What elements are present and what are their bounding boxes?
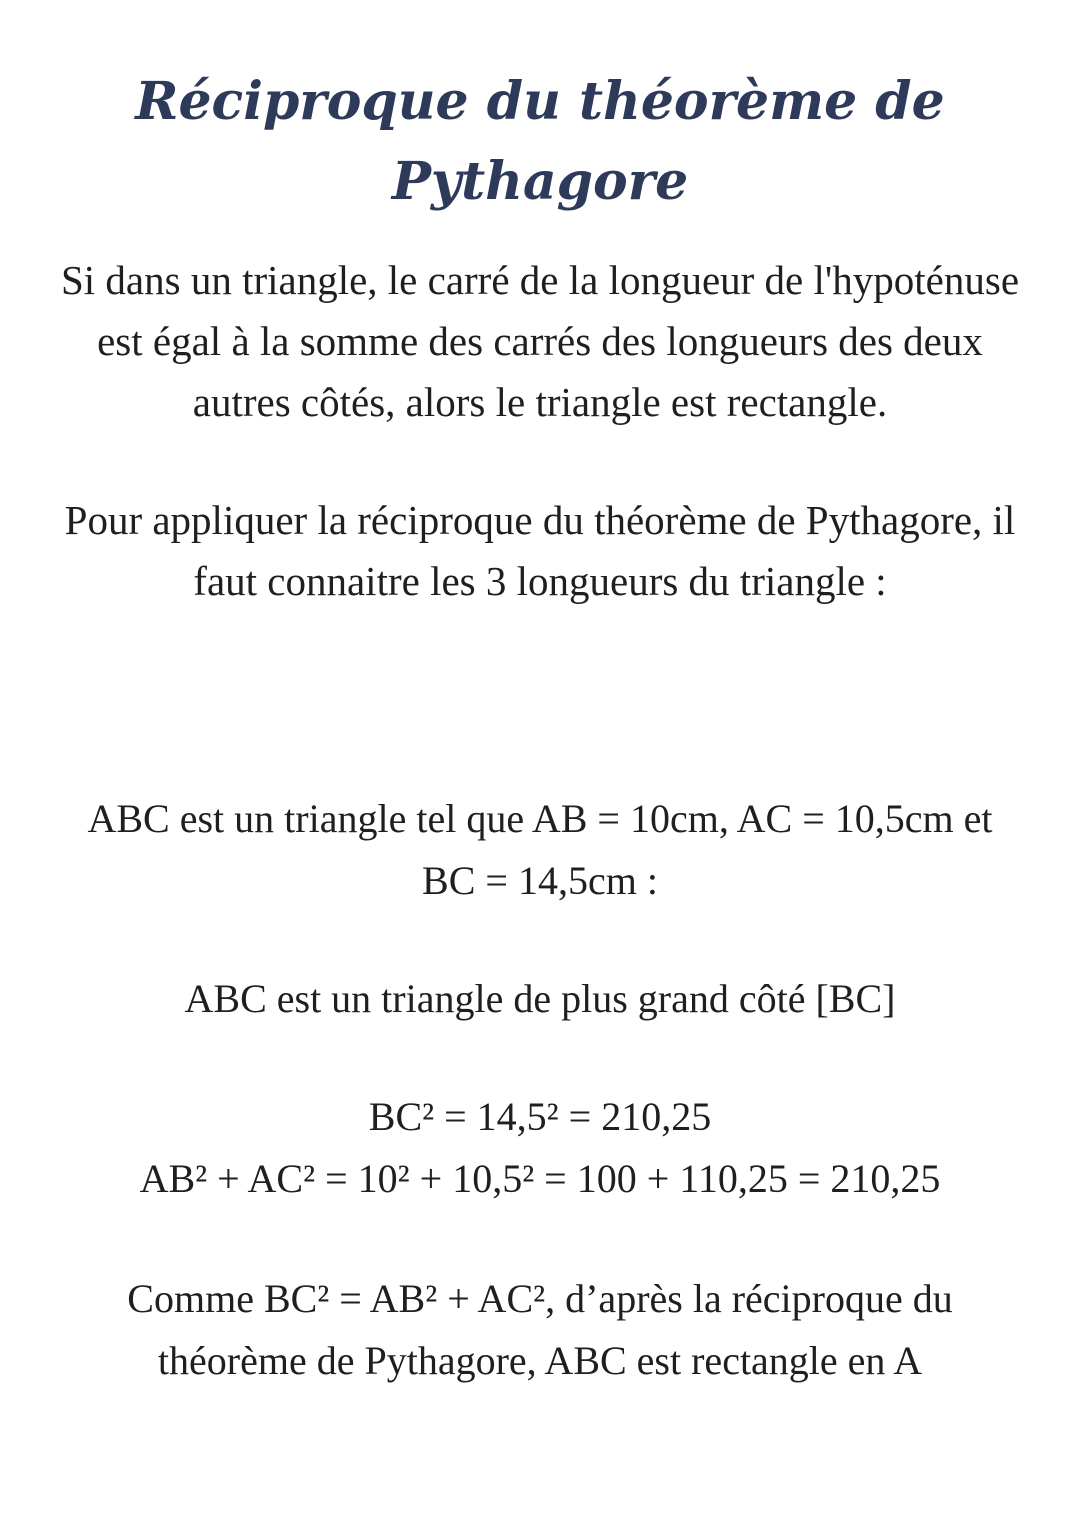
example-given-line-1: ABC est un triangle tel que AB = 10cm, AC = 10,5cm et [87,796,993,841]
example-given-line-2: BC = 14,5cm : [422,858,658,903]
method-line-1: Pour appliquer la réciproque du théorème de Pythagore, il [64,497,1016,543]
calc-line-2: AB² + AC² = 10² + 10,5² = 100 + 110,25 = 210,25 [139,1156,941,1201]
title-text-2: Pythagore [391,151,689,212]
example-given [0,788,1080,912]
example-longest-side [0,968,1080,1030]
example-conclusion [0,1268,1080,1392]
title-text-1: Réciproque du théorème de [135,71,945,132]
calc-line-1: BC² = 14,5² = 210,25 [368,1094,712,1139]
page-title-line-2 [0,142,1080,222]
statement-line-2: est égal à la somme des carrés des longueurs des deux [97,318,983,364]
theorem-statement [0,250,1080,433]
example-calculation [0,1086,1080,1210]
conclusion-line-1: Comme BC² = AB² + AC², d’après la réciproque du [127,1276,953,1321]
method-line-2: faut connaitre les 3 longueurs du triangle : [193,558,887,604]
method-paragraph [0,490,1080,612]
longest-side-text: ABC est un triangle de plus grand côté [BC] [184,976,896,1021]
page-title-line-1 [0,62,1080,142]
statement-line-1: Si dans un triangle, le carré de la longueur de l'hypoténuse [60,257,1020,303]
statement-line-3: autres côtés, alors le triangle est rectangle. [192,379,888,425]
conclusion-line-2: théorème de Pythagore, ABC est rectangle en A [157,1338,923,1383]
